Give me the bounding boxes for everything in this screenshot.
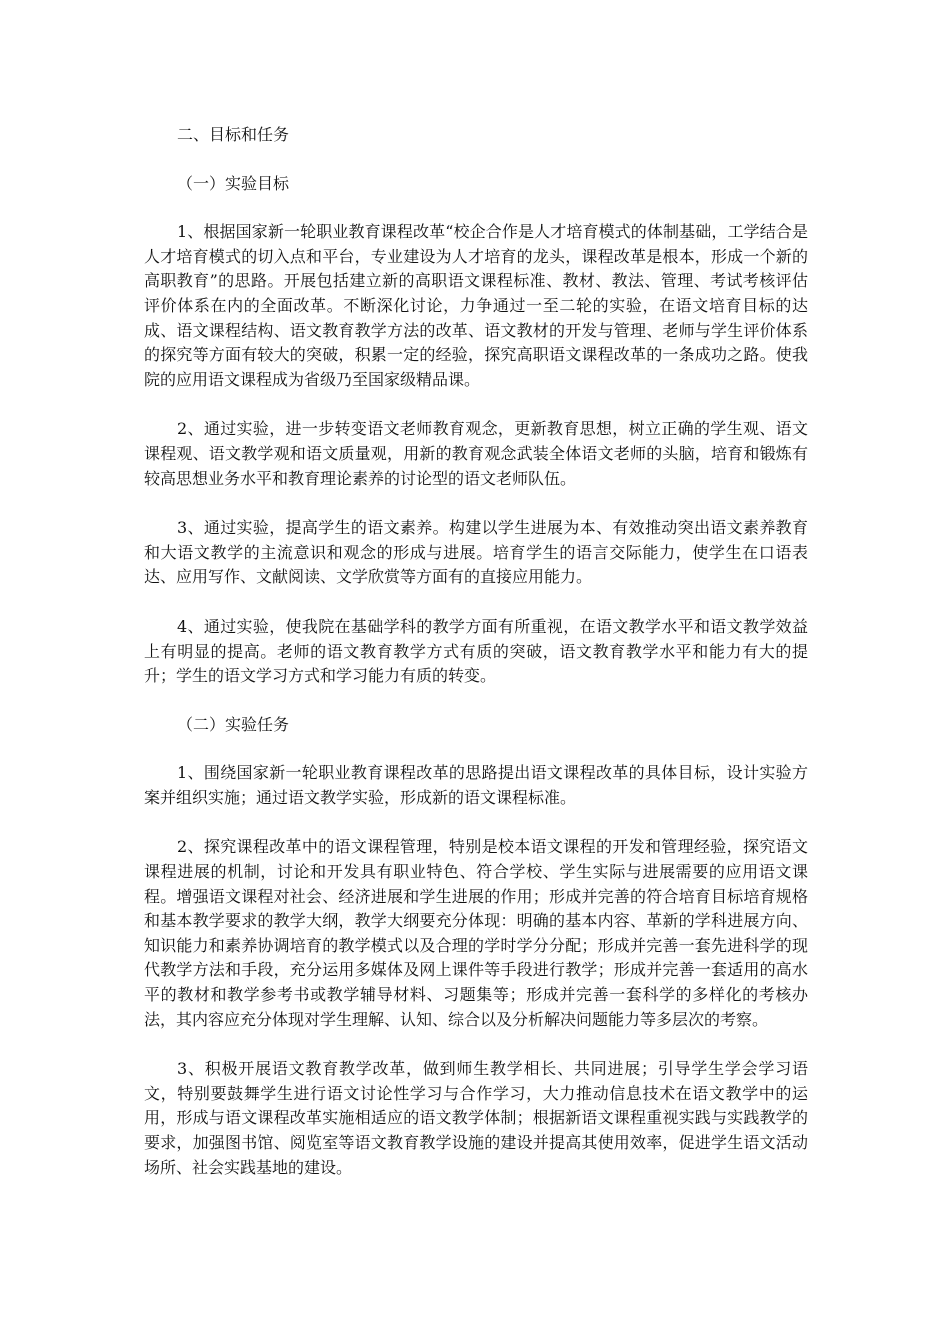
part2-paragraph-1: 1、围绕国家新一轮职业教育课程改革的思路提出语文课程改革的具体目标，设计实验方案并组织实施；通过语文教学实验，形成新的语文课程标准。 <box>144 763 808 807</box>
part1-title: （一）实验目标 <box>177 173 290 193</box>
part2-paragraph-3: 3、积极开展语文教育教学改革，做到师生教学相长、共同进展；引导学生学会学习语文，特别要鼓舞学生进行语文讨论性学习与合作学习，大力推动信息技术在语文教学中的运用，形成与语文课程改革实施相适应的语文教学体制；根据新语文课程重视实践与实践教学的要求，加强图书馆、阅览室等语文教育教学设施的建设并提高其使用效率，促进学生语文活动场所、社会实践基地的建设。 <box>144 1059 808 1177</box>
part1-paragraph-4: 4、通过实验，使我院在基础学科的教学方面有所重视，在语文教学水平和语文教学效益上有明显的提高。老师的语文教育教学方式有质的突破，语文教育教学水平和能力有大的提升；学生的语文学习方式和学习能力有质的转变。 <box>144 616 808 686</box>
section-title: 二、目标和任务 <box>177 125 290 144</box>
part1-paragraph-2: 2、通过实验，进一步转变语文老师教育观念，更新教育思想，树立正确的学生观、语文课程观、语文教学观和语文质量观，用新的教育观念武装全体语文老师的头脑，培育和锻炼有较高思想业务水平和教育理论素养的讨论型的语文老师队伍。 <box>144 419 808 488</box>
part1-paragraph-3: 3、通过实验，提高学生的语文素养。构建以学生进展为本、有效推动突出语文素养教育和大语文教学的主流意识和观念的形成与进展。培育学生的语言交际能力，使学生在口语表达、应用写作、文献阅读、文学欣赏等方面有的直接应用能力。 <box>144 518 808 587</box>
part2-title: （二）实验任务 <box>177 714 290 734</box>
part1-paragraph-1: 1、根据国家新一轮职业教育课程改革“校企合作是人才培育模式的体制基础，工学结合是人才培育模式的切入点和平台，专业建设为人才培育的龙头，课程改革是根本，形成一个新的高职教育”的思路。开展包括建立新的高职语文课程标准、教材、教法、管理、考试考核评估评价体系在内的全面改革。不断深化讨论，力争通过一至二轮的实验，在语文培育目标的达成、语文课程结构、语文教育教学方法的改革、语文教材的开发与管理、老师与学生评价体系的探究等方面有较大的突破，积累一定的经验，探究高职语文课程改革的一条成功之路。使我院的应用语文课程成为省级乃至国家级精品课。 <box>144 222 808 389</box>
document-body <box>144 123 808 1180</box>
part2-paragraph-2: 2、探究课程改革中的语文课程管理，特别是校本语文课程的开发和管理经验，探究语文课程进展的机制，讨论和开发具有职业特色、符合学校、学生实际与进展需要的应用语文课程。增强语文课程对社会、经济进展和学生进展的作用；形成并完善的符合培育目标培育规格和基本教学要求的教学大纲，教学大纲要充分体现：明确的基本内容、革新的学科进展方向、知识能力和素养协调培育的教学模式以及合理的学时学分分配；形成并完善一套先进科学的现代教学方法和手段，充分运用多媒体及网上课件等手段进行教学；形成并完善一套适用的高水平的教材和教学参考书或教学辅导材料、习题集等；形成并完善一套科学的多样化的考核办法，其内容应充分体现对学生理解、认知、综合以及分析解决问题能力等多层次的考察。 <box>144 837 808 1029</box>
